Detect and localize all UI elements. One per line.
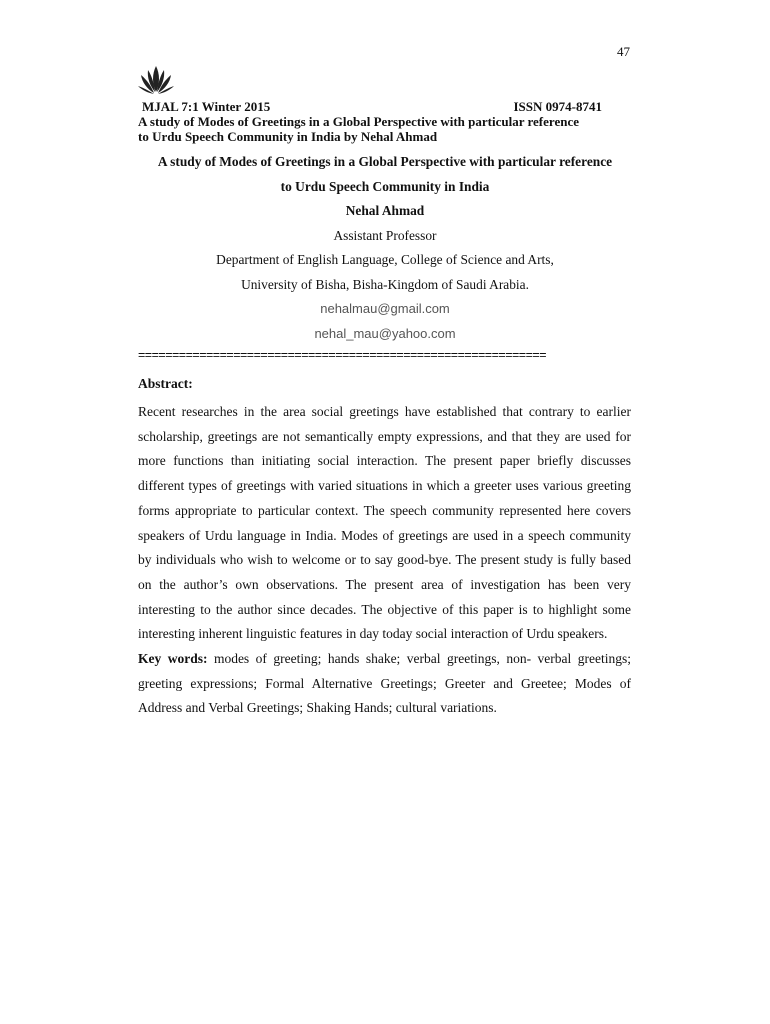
abstract-body <box>138 400 631 721</box>
keywords-label: Key words: <box>138 651 208 667</box>
running-header <box>138 99 632 144</box>
running-title-line-1: A study of Modes of Greetings in a Global Perspective with particular reference <box>138 114 579 129</box>
lotus-logo-icon <box>136 62 176 96</box>
paper-title-line-2: to Urdu Speech Community in India <box>280 178 490 194</box>
issn: ISSN 0974-8741 <box>513 99 602 114</box>
author-email-2: nehal_mau@yahoo.com <box>314 325 456 341</box>
section-divider: ============================================================ <box>138 348 546 362</box>
running-title-line-2: to Urdu Speech Community in India by Nehal Ahmad <box>138 129 438 144</box>
keywords <box>138 647 631 721</box>
author-position: Assistant Professor <box>333 227 437 243</box>
author-department: Department of English Language, College of Science and Arts, <box>216 252 554 267</box>
title-block <box>138 150 632 346</box>
keywords-text: modes of greeting; hands shake; verbal greetings, non- verbal greetings; greeting expressions; Formal Alternative Greetings; Greeter and Greetee; Modes of Address and Verbal Greetings; Shaking Hands; cultural variations. <box>138 651 631 716</box>
abstract-text: Recent researches in the area social greetings have established that contrary to earlier scholarship, greetings are not semantically empty expressions, and that they are used for more functions than initiating social interaction. The present paper briefly discusses different types of greetings with varied situations in which a greeter uses various greeting forms appropriate to particular context. The speech community represented here covers speakers of Urdu language in India. Modes of greetings are used in a speech community by individuals who wish to welcome or to say good-bye. The present study is fully based on the author’s own observations. The present area of investigation has been very interesting to the author since decades. The objective of this paper is to highlight some interesting inherent linguistic features in day today social interaction of Urdu speakers. <box>138 404 631 642</box>
abstract-heading: Abstract: <box>138 376 193 391</box>
author-name: Nehal Ahmad <box>345 203 425 218</box>
page-number: 47 <box>617 44 630 59</box>
paper-title-line-1: A study of Modes of Greetings in a Global Perspective with particular reference <box>157 154 613 169</box>
author-email-1: nehalmau@gmail.com <box>320 301 450 316</box>
journal-issue: MJAL 7:1 Winter 2015 <box>142 99 271 114</box>
author-university: University of Bisha, Bisha-Kingdom of Saudi Arabia. <box>241 276 529 292</box>
